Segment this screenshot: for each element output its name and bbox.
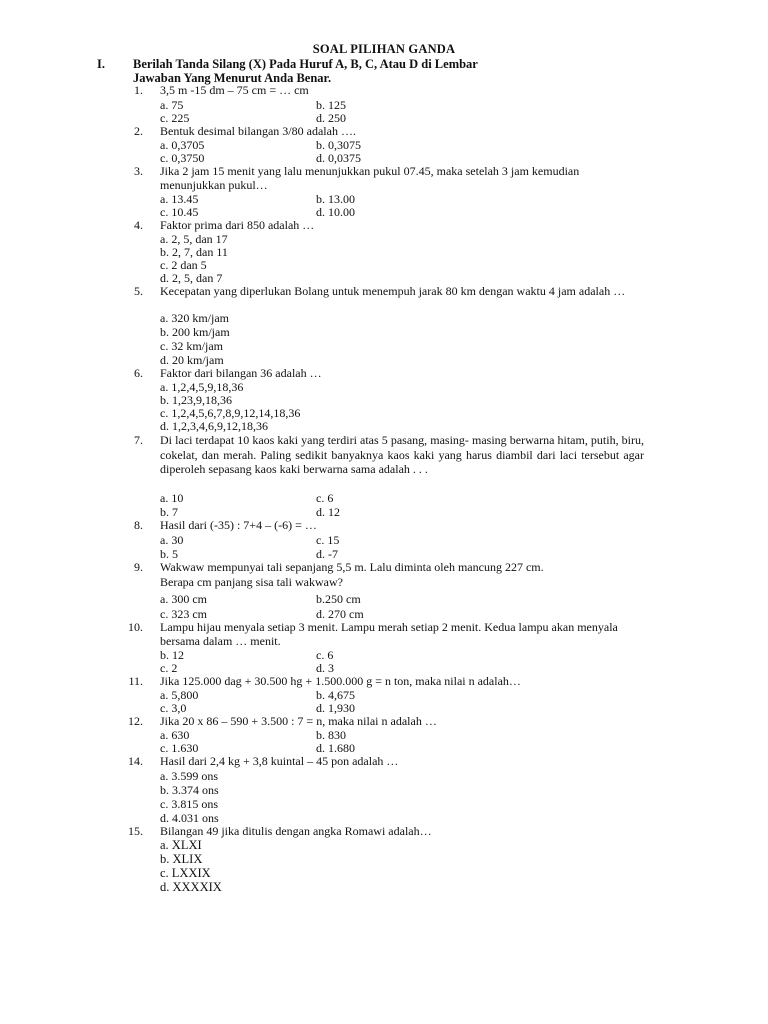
- question-text: Wakwaw mempunyai tali sepanjang 5,5 m. Lalu diminta oleh mancung 227 cm.: [160, 560, 544, 574]
- option: b. 2, 7, dan 11: [160, 245, 228, 259]
- question-number: 1.: [134, 83, 143, 97]
- option: d. 1,2,3,4,6,9,12,18,36: [160, 419, 268, 433]
- question-text: Jika 125.000 dag + 30.500 hg + 1.500.000 g = n ton, maka nilai n adalah…: [160, 674, 521, 688]
- option: d. 250: [316, 111, 346, 125]
- question-number: 14.: [128, 754, 143, 768]
- question-text: Faktor prima dari 850 adalah …: [160, 218, 315, 232]
- option: b. XLIX: [160, 852, 203, 866]
- option: d. 10.00: [316, 205, 355, 219]
- option: b. 3.374 ons: [160, 783, 219, 797]
- option: d. 20 km/jam: [160, 353, 224, 367]
- option: d. 2, 5, dan 7: [160, 271, 223, 285]
- option: a. XLXI: [160, 838, 202, 852]
- option: a. 13.45: [160, 192, 199, 206]
- question-number: 7.: [134, 433, 143, 447]
- option: d. 4.031 ons: [160, 811, 219, 825]
- question-text: Lampu hijau menyala setiap 3 menit. Lampu merah setiap 2 menit. Kedua lampu akan menyala bersama dalam … menit.: [160, 620, 618, 648]
- question-text: Jika 2 jam 15 menit yang lalu menunjukkan pukul 07.45, maka setelah 3 jam kemudian menunjukkan pukul…: [160, 164, 580, 192]
- option: c. 323 cm: [160, 607, 207, 621]
- option: c. 0,3750: [160, 151, 205, 165]
- option: b. 4,675: [316, 688, 355, 702]
- option: a. 320 km/jam: [160, 311, 229, 325]
- option: a. 2, 5, dan 17: [160, 232, 228, 246]
- option: d. 0,0375: [316, 151, 361, 165]
- question-number: 2.: [134, 124, 143, 138]
- question-text: Bentuk desimal bilangan 3/80 adalah ….: [160, 124, 356, 138]
- question-number: 8.: [134, 518, 143, 532]
- question-number: 15.: [128, 824, 143, 838]
- option: c. 2 dan 5: [160, 258, 207, 272]
- option: b. 12: [160, 648, 184, 662]
- option: b. 7: [160, 505, 178, 519]
- option: c. 6: [316, 648, 334, 662]
- question-number: 10.: [128, 620, 143, 634]
- option: c. 2: [160, 661, 178, 675]
- option: a. 300 cm: [160, 592, 207, 606]
- option: d. 1,930: [316, 701, 355, 715]
- question-text: Kecepatan yang diperlukan Bolang untuk menempuh jarak 80 km dengan waktu 4 jam adalah …: [160, 284, 626, 298]
- page-title: SOAL PILIHAN GANDA: [312, 42, 456, 56]
- question-number: 9.: [134, 560, 143, 574]
- question-number: 5.: [134, 284, 143, 298]
- option: c. 225: [160, 111, 190, 125]
- option: d. 12: [316, 505, 340, 519]
- instruction-line-1: Berilah Tanda Silang (X) Pada Huruf A, B, C, Atau D di Lembar: [133, 57, 478, 71]
- option: c. 32 km/jam: [160, 339, 223, 353]
- section-number: I.: [97, 57, 105, 71]
- option: a. 5,800: [160, 688, 199, 702]
- question-text: Faktor dari bilangan 36 adalah …: [160, 366, 322, 380]
- question-number: 3.: [134, 164, 143, 178]
- option: a. 1,2,4,5,9,18,36: [160, 380, 244, 394]
- option: a. 3.599 ons: [160, 769, 218, 783]
- question-number: 12.: [128, 714, 143, 728]
- instruction-line-2: Jawaban Yang Menurut Anda Benar.: [133, 71, 332, 85]
- question-text: Jika 20 x 86 – 590 + 3.500 : 7 = n, maka nilai n adalah …: [160, 714, 437, 728]
- option: c. 15: [316, 533, 340, 547]
- question-number: 6.: [134, 366, 143, 380]
- option: b. 1,23,9,18,36: [160, 393, 232, 407]
- question-text: Bilangan 49 jika ditulis dengan angka Romawi adalah…: [160, 824, 432, 838]
- question-text: Hasil dari (-35) : 7+4 – (-6) = …: [160, 518, 317, 532]
- option: d. -7: [316, 547, 338, 561]
- question-text: Berapa cm panjang sisa tali wakwaw?: [160, 575, 343, 589]
- question-text: 3,5 m -15 dm – 75 cm = … cm: [160, 83, 309, 97]
- option: b. 5: [160, 547, 178, 561]
- option: a. 630: [160, 728, 190, 742]
- option: b. 125: [316, 98, 346, 112]
- option: a. 30: [160, 533, 184, 547]
- option: c. 3.815 ons: [160, 797, 218, 811]
- option: b.250 cm: [316, 592, 361, 606]
- option: b. 0,3075: [316, 138, 361, 152]
- option: d. XXXXIX: [160, 880, 222, 894]
- option: c. 6: [316, 491, 334, 505]
- option: c. 1,2,4,5,6,7,8,9,12,14,18,36: [160, 406, 301, 420]
- option: d. 3: [316, 661, 334, 675]
- option: c. 3,0: [160, 701, 187, 715]
- question-number: 4.: [134, 218, 143, 232]
- option: b. 200 km/jam: [160, 325, 230, 339]
- option: b. 13.00: [316, 192, 355, 206]
- option: a. 10: [160, 491, 184, 505]
- option: a. 75: [160, 98, 184, 112]
- option: c. 1.630: [160, 741, 199, 755]
- option: c. LXXIX: [160, 866, 211, 880]
- option: d. 270 cm: [316, 607, 364, 621]
- option: d. 1.680: [316, 741, 355, 755]
- question-text: Di laci terdapat 10 kaos kaki yang terdiri atas 5 pasang, masing- masing berwarna hitam, putih, biru, cokelat, dan merah. Paling sedikit banyaknya kaos kaki yang harus diambil dari laci tersebut agar diperoleh sepasang kaos kaki berwarna sama adalah . . .: [160, 433, 644, 476]
- option: b. 830: [316, 728, 346, 742]
- question-number: 11.: [128, 674, 143, 688]
- question-text: Hasil dari 2,4 kg + 3,8 kuintal – 45 pon adalah …: [160, 754, 399, 768]
- option: a. 0,3705: [160, 138, 205, 152]
- option: c. 10.45: [160, 205, 199, 219]
